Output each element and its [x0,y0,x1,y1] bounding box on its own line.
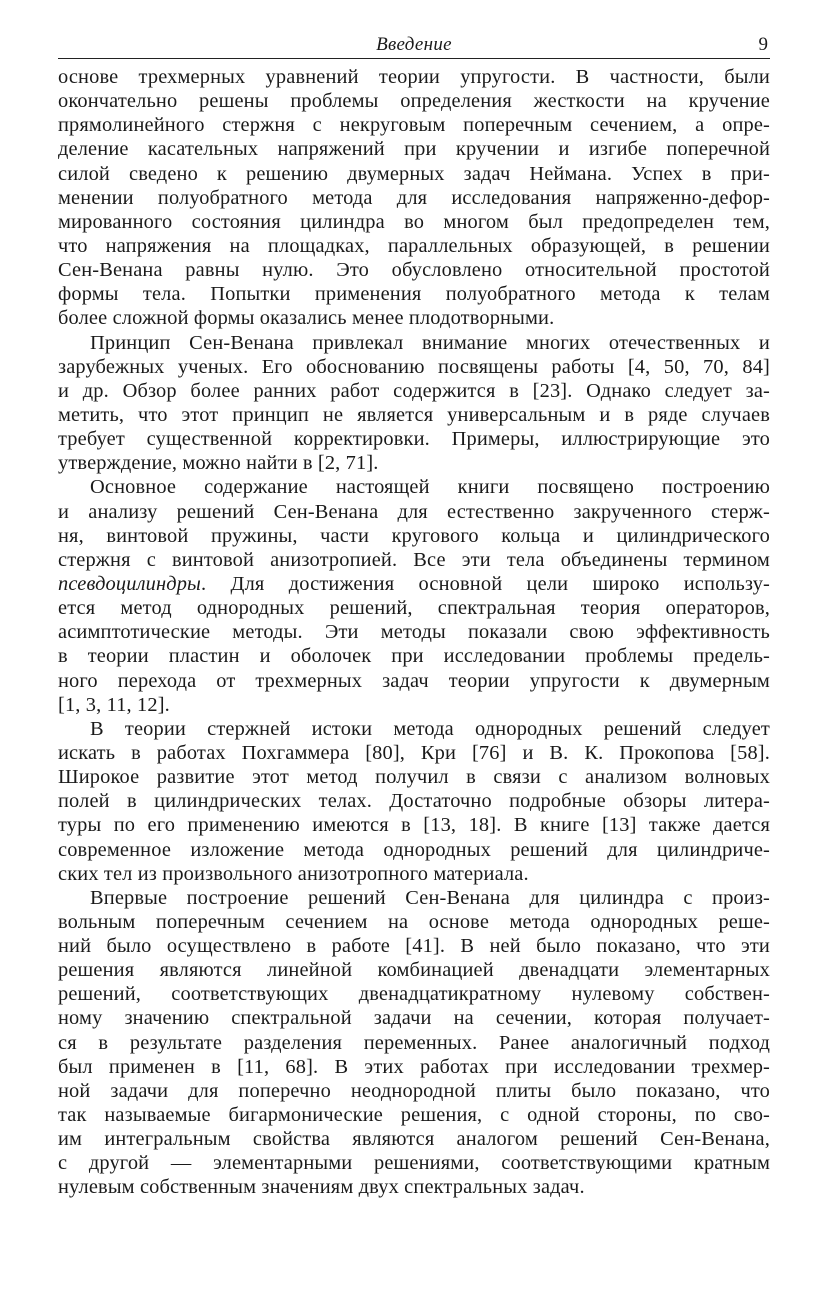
text-line: что напряжения на площадках, параллельных образующей, в решении [58,234,770,257]
text-line: нулевым собственным значениям двух спектральных задач. [58,1176,585,1199]
text-line: полей в цилиндрических телах. Достаточно подробные обзоры литера- [58,790,770,813]
page-number: 9 [758,34,768,55]
text-line: мированного состояния цилиндра во многом был предопределен тем, [58,210,770,233]
book-page [58,30,770,1200]
text-line: основе трехмерных уравнений теории упругости. В частности, были [58,66,770,88]
text-line: зарубежных ученых. Его обоснованию посвящены работы [4, 50, 70, 84] [58,355,770,378]
text-line: требует существенной корректировки. Примеры, иллюстрирующие это [58,428,770,451]
text-line: в теории пластин и оболочек при исследовании проблемы предель- [58,645,770,668]
text-line: менении полуобратного метода для исследования напряженно-дефор- [58,186,770,209]
text-line: Сен-Венана равны нулю. Это обусловлено относительной простотой [58,259,770,282]
paragraph-1 [58,65,770,331]
text-line: так называемые бигармонические решения, с одной стороны, по сво- [58,1104,770,1127]
paragraph-5 [58,886,770,1200]
text-line: формы тела. Попытки применения полуобратного метода к телам [58,283,770,306]
text-fragment: . Для достижения основной цели широко использу- [201,572,770,595]
text-line: ному значению спектральной задачи на сечении, которая получает- [58,1007,770,1030]
body-text [58,65,770,1200]
text-line-with-term [58,572,770,596]
text-line: ного перехода от трехмерных задач теории упругости к двумерным [58,669,770,692]
text-line: окончательно решены проблемы определения жесткости на кручение [58,90,770,113]
text-line: искать в работах Похгаммера [80], Кри [76] и В. К. Прокопова [58]. [58,741,770,764]
text-line: и др. Обзор более ранних работ содержится в [23]. Однако следует за- [58,379,770,402]
text-line: Принцип Сен-Венана привлекал внимание многих отечественных и [90,331,770,354]
text-line: деление касательных напряжений при кручении и изгибе поперечной [58,138,770,161]
text-line: силой сведено к решению двумерных задач Неймана. Успех в при- [58,162,770,185]
text-line: ся в результате разделения переменных. Ранее аналогичный подход [58,1031,770,1054]
text-line: им интегральным свойства являются аналогом решений Сен-Венана, [58,1128,770,1151]
text-line: Широкое развитие этот метод получил в связи с анализом волновых [58,766,770,789]
text-line: современное изложение метода однородных решений для цилиндриче- [58,838,770,861]
text-line: ной задачи для поперечно неоднородной плиты было показано, что [58,1079,770,1102]
text-line: Впервые построение решений Сен-Венана для цилиндра с произ- [90,886,770,909]
text-line: стержня с винтовой анизотропией. Все эти тела объединены термином [58,548,770,571]
paragraph-4 [58,717,770,886]
text-line: прямолинейного стержня с некруговым поперечным сечением, а опре- [58,114,770,137]
paragraph-2 [58,331,770,476]
text-line: утверждение, можно найти в [2, 71]. [58,452,379,475]
text-line: ется метод однородных решений, спектральная теория операторов, [58,597,770,620]
text-line: ских тел из произвольного анизотропного материала. [58,862,529,885]
text-line: Основное содержание настоящей книги посвящено построению [90,476,770,499]
running-header [58,30,770,59]
text-line: и анализу решений Сен-Венана для естественно закрученного стерж- [58,500,770,523]
text-line: с другой — элементарными решениями, соответствующими кратным [58,1152,770,1175]
text-line: В теории стержней истоки метода однородных решений следует [90,717,770,740]
text-line: вольным поперечным сечением на основе метода однородных реше- [58,910,770,933]
chapter-title: Введение [376,34,452,55]
text-line: решений, соответствующих двенадцатикратному нулевому собствен- [58,983,770,1006]
text-line: был применен в [11, 68]. В этих работах при исследовании трехмер- [58,1055,770,1078]
text-line: ний было осуществлено в работе [41]. В ней было показано, что эти [58,935,770,958]
text-line: более сложной формы оказались менее плодотворными. [58,307,555,330]
italic-term: псевдоцилиндры [58,572,202,595]
text-line: решения являются линейной комбинацией двенадцати элементарных [58,959,770,982]
text-line: туры по его применению имеются в [13, 18]. В книге [13] также дается [58,814,770,837]
text-line: [1, 3, 11, 12]. [58,693,170,716]
text-line: ня, винтовой пружины, части кругового кольца и цилиндрического [58,524,770,547]
text-line: асимптотические методы. Эти методы показали свою эффективность [58,621,770,644]
text-line: метить, что этот принцип не является универсальным и в ряде случаев [58,403,770,426]
paragraph-3 [58,475,770,716]
